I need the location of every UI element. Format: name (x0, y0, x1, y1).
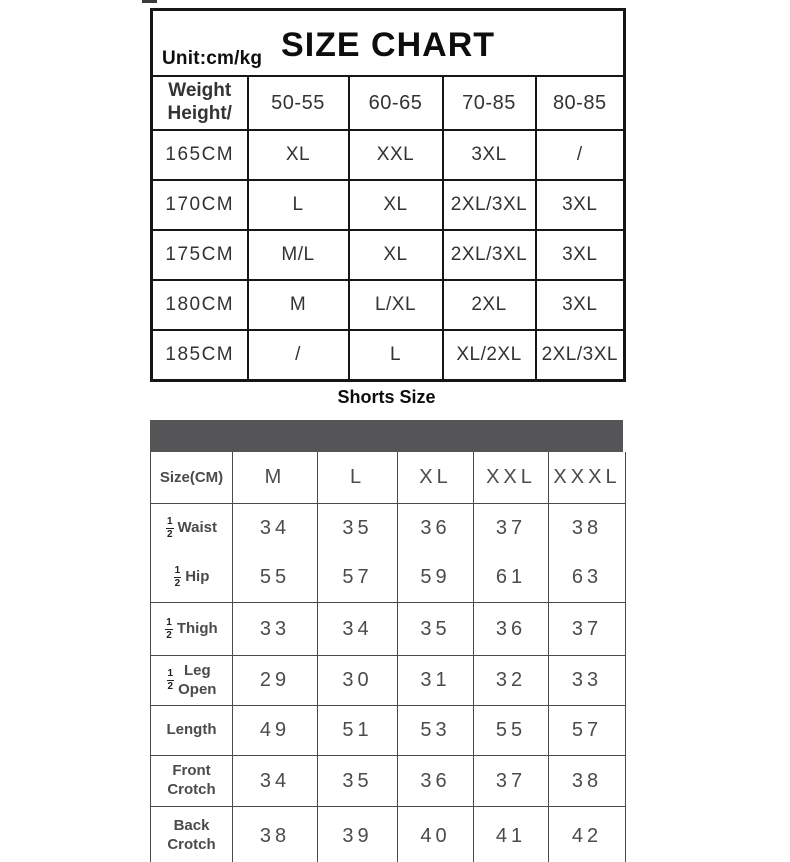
size-column-header: M (233, 452, 318, 504)
crop-artifact (142, 0, 157, 3)
measure-value: 38 (549, 756, 626, 807)
height-label: 165CM (152, 130, 248, 180)
measure-value: 37 (549, 603, 626, 656)
size-value: XXL (349, 130, 443, 180)
size-value: L (248, 180, 349, 230)
size-value: 2XL/3XL (443, 180, 536, 230)
size-value: 3XL (536, 230, 625, 280)
table-row-length (151, 706, 626, 756)
half-fraction-icon: $\frac{1}{2}$ (174, 564, 181, 589)
measure-value: 38 (233, 807, 318, 862)
size-value: 3XL (443, 130, 536, 180)
size-value: M (248, 280, 349, 330)
measure-value: 37 (474, 504, 549, 553)
measure-value: 59 (398, 552, 474, 603)
size-value: XL (349, 180, 443, 230)
measure-value: 34 (233, 756, 318, 807)
measure-label: Length (151, 706, 233, 756)
measure-value: 33 (549, 656, 626, 706)
measure-value: 63 (549, 552, 626, 603)
measure-value: 36 (474, 603, 549, 656)
measure-label: Back Crotch (151, 807, 233, 862)
measure-value: 33 (233, 603, 318, 656)
corner-line-height: Height/ (167, 103, 232, 124)
weight-range-header: 60-65 (349, 76, 443, 130)
measure-label: $\frac{1}{2}$ Hip (151, 552, 233, 603)
table-row-hip (151, 552, 626, 603)
size-value: / (536, 130, 625, 180)
header-row (151, 452, 626, 504)
measure-label: $\frac{1}{2}$ Leg Open (151, 656, 233, 706)
size-cm-header: Size(CM) (151, 452, 233, 504)
size-value: L/XL (349, 280, 443, 330)
size-value: 2XL/3XL (536, 330, 625, 381)
measure-label: $\frac{1}{2}$ Thigh (151, 603, 233, 656)
measure-value: 32 (474, 656, 549, 706)
header-row (152, 76, 625, 130)
measure-value: 61 (474, 552, 549, 603)
shorts-size-heading: Shorts Size (337, 387, 436, 407)
size-column-header: XL (398, 452, 474, 504)
size-value: M/L (248, 230, 349, 280)
measure-label: $\frac{1}{2}$ Waist (151, 504, 233, 553)
size-column-header: L (318, 452, 398, 504)
measure-value: 30 (318, 656, 398, 706)
measure-value: 37 (474, 756, 549, 807)
half-fraction-icon: $\frac{1}{2}$ (166, 515, 173, 540)
height-label: 185CM (152, 330, 248, 381)
measure-value: 51 (318, 706, 398, 756)
measure-value: 29 (233, 656, 318, 706)
measure-value: 41 (474, 807, 549, 862)
title-row (152, 10, 625, 77)
measure-value: 38 (549, 504, 626, 553)
half-fraction-icon: $\frac{1}{2}$ (167, 668, 174, 692)
measure-value: 35 (398, 603, 474, 656)
table-row (152, 180, 625, 230)
table-row-front-crotch (151, 756, 626, 807)
measure-value: 35 (318, 504, 398, 553)
measure-value: 53 (398, 706, 474, 756)
size-value: / (248, 330, 349, 381)
size-value: 2XL (443, 280, 536, 330)
measure-value: 57 (318, 552, 398, 603)
unit-label: Unit:cm/kg (162, 48, 263, 69)
half-fraction-icon: $\frac{1}{2}$ (166, 616, 172, 641)
height-label: 180CM (152, 280, 248, 330)
height-label: 170CM (152, 180, 248, 230)
table-row (152, 130, 625, 180)
measure-value: 40 (398, 807, 474, 862)
table-header-band (150, 420, 623, 452)
table-row (152, 330, 625, 381)
measure-value: 36 (398, 504, 474, 553)
table-row (152, 230, 625, 280)
measure-value: 35 (318, 756, 398, 807)
size-value: XL (349, 230, 443, 280)
size-column-header: XXL (474, 452, 549, 504)
size-value: L (349, 330, 443, 381)
measure-value: 57 (549, 706, 626, 756)
measure-value: 39 (318, 807, 398, 862)
measure-value: 34 (318, 603, 398, 656)
corner-line-weight: Weight (168, 80, 232, 102)
weight-range-header: 80-85 (536, 76, 625, 130)
size-value: XL/2XL (443, 330, 536, 381)
size-chart-table (150, 8, 626, 382)
measure-value: 31 (398, 656, 474, 706)
title-cell (152, 10, 625, 77)
table-row-waist (151, 504, 626, 553)
height-label: 175CM (152, 230, 248, 280)
measure-value: 42 (549, 807, 626, 862)
weight-range-header: 50-55 (248, 76, 349, 130)
measure-value: 34 (233, 504, 318, 553)
table-row-leg-open (151, 656, 626, 706)
shorts-size-table (150, 452, 626, 862)
size-value: 3XL (536, 280, 625, 330)
table-row-back-crotch (151, 807, 626, 862)
size-value: XL (248, 130, 349, 180)
measure-value: 49 (233, 706, 318, 756)
size-column-header: XXXL (549, 452, 626, 504)
size-value: 2XL/3XL (443, 230, 536, 280)
table-row-thigh (151, 603, 626, 656)
weight-range-header: 70-85 (443, 76, 536, 130)
corner-header (152, 76, 248, 130)
page-title: SIZE CHART (281, 25, 496, 64)
table-row (152, 280, 625, 330)
measure-value: 36 (398, 756, 474, 807)
measure-value: 55 (474, 706, 549, 756)
size-value: 3XL (536, 180, 625, 230)
measure-label: Front Crotch (151, 756, 233, 807)
measure-value: 55 (233, 552, 318, 603)
